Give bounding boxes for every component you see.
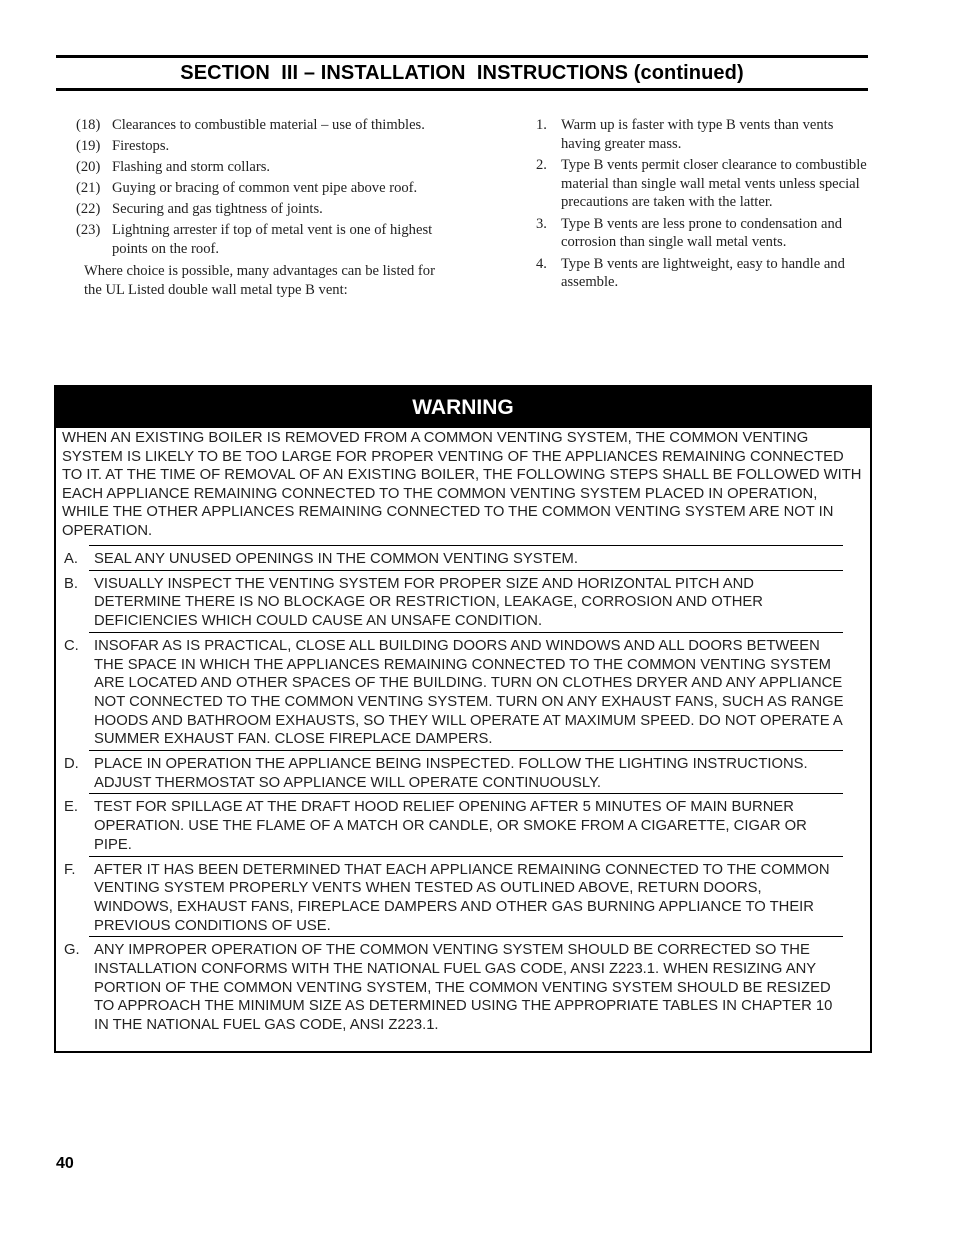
- right-column: [536, 116, 868, 295]
- warning-step: [56, 857, 872, 937]
- list-item-number: 2.: [536, 157, 547, 173]
- step-text: SEAL ANY UNUSED OPENINGS IN THE COMMON VENTING SYSTEM.: [94, 551, 578, 567]
- list-item: [536, 116, 868, 153]
- step-letter: C.: [64, 637, 79, 654]
- list-item: [536, 215, 868, 252]
- list-item-text: Flashing and storm collars.: [112, 159, 271, 175]
- list-item-number: (21): [76, 180, 101, 196]
- warning-intro: WHEN AN EXISTING BOILER IS REMOVED FROM A COMMON VENTING SYSTEM, THE COMMON VENTING SYSTEM IS LIKELY TO BE TOO LARGE FOR PROPER VENTING OF THE APPLIANCES REMAINING CONNECTED TO IT. AT THE TIME OF REMOVAL OF AN EXISTING BOILER, THE FOLLOWING STEPS SHALL BE FOLLOWED WITH EACH APPLIANCE REMAINING CONNECTED TO THE COMMON VENTING SYSTEM PLACED IN OPERATION, WHILE THE OTHER APPLIANCES REMAINING CONNECTED TO THE COMMON VENTING SYSTEM ARE NOT IN OPERATION.: [62, 430, 862, 539]
- warning-step: [56, 794, 872, 855]
- left-column: [76, 116, 436, 300]
- list-item: [536, 255, 868, 292]
- step-text: TEST FOR SPILLAGE AT THE DRAFT HOOD RELIEF OPENING AFTER 5 MINUTES OF MAIN BURNER OPERATION. USE THE FLAME OF A MATCH OR CANDLE, OR SMOKE FROM A CIGARETTE, CIGAR OR PIPE.: [94, 799, 807, 853]
- list-item-number: (22): [76, 201, 101, 217]
- step-text: ANY IMPROPER OPERATION OF THE COMMON VENTING SYSTEM SHOULD BE CORRECTED SO THE INSTALLATION CONFORMS WITH THE NATIONAL FUEL GAS CODE, ANSI Z223.1. WHEN RESIZING ANY PORTION OF THE COMMON VENTING SYSTEM, THE COMMON VENTING SYSTEM SHOULD BE RESIZED TO APPROACH THE MINIMUM SIZE AS DETERMINED USING THE APPROPRIATE TABLES IN CHAPTER 10 IN THE NATIONAL FUEL GAS CODE, ANSI Z223.1.: [94, 942, 833, 1034]
- warning-header: [56, 387, 870, 428]
- step-text: INSOFAR AS IS PRACTICAL, CLOSE ALL BUILDING DOORS AND WINDOWS AND ALL DOORS BETWEEN THE SPACE IN WHICH THE APPLIANCES REMAINING CONNECTED TO THE COMMON VENTING SYSTEM ARE LOCATED AND OTHER SPACES OF THE BUILDING. TURN ON CLOTHES DRYER AND ANY APPLIANCE NOT CONNECTED TO THE COMMON VENTING SYSTEM. TURN ON ANY EXHAUST FANS, SUCH AS RANGE HOODS AND BATHROOM EXHAUSTS, SO THEY WILL OPERATE AT MAXIMUM SPEED. DO NOT OPERATE A SUMMER EXHAUST FAN. CLOSE FIREPLACE DAMPERS.: [94, 637, 844, 748]
- list-item: [76, 158, 436, 177]
- step-letter: F.: [64, 861, 76, 878]
- warning-box: [54, 385, 872, 1053]
- list-item: [76, 221, 436, 258]
- step-text: PLACE IN OPERATION THE APPLIANCE BEING INSPECTED. FOLLOW THE LIGHTING INSTRUCTIONS. ADJUST THERMOSTAT SO APPLIANCE WILL OPERATE CONTINUOUSLY.: [94, 756, 808, 791]
- warning-step: [56, 571, 872, 632]
- list-item-number: (19): [76, 138, 101, 154]
- list-item: [76, 137, 436, 156]
- warning-step: [56, 633, 872, 750]
- warning-title: WARNING: [412, 395, 514, 419]
- step-letter: E.: [64, 799, 78, 816]
- step-letter: B.: [64, 575, 78, 592]
- list-item-text: Type B vents permit closer clearance to combustible material than single wall metal vents unless special precautions are taken with the latter.: [561, 157, 867, 211]
- step-letter: G.: [64, 942, 80, 959]
- list-item-text: Securing and gas tightness of joints.: [112, 201, 323, 217]
- list-item-number: 1.: [536, 117, 547, 133]
- list-item-text: Guying or bracing of common vent pipe above roof.: [112, 180, 418, 196]
- warning-steps: [56, 545, 872, 1036]
- list-item: [76, 200, 436, 219]
- section-title: SECTION III – INSTALLATION INSTRUCTIONS (continued): [180, 61, 744, 84]
- warning-step: [56, 546, 872, 570]
- intro-paragraph: Where choice is possible, many advantages can be listed for the UL Listed double wall metal type B vent:: [84, 263, 435, 299]
- warning-step: [56, 751, 872, 793]
- step-letter: D.: [64, 756, 79, 773]
- list-item-text: Lightning arrester if top of metal vent is one of highest points on the roof.: [112, 222, 433, 257]
- step-text: VISUALLY INSPECT THE VENTING SYSTEM FOR PROPER SIZE AND HORIZONTAL PITCH AND DETERMINE THERE IS NO BLOCKAGE OR RESTRICTION, LEAKAGE, CORROSION AND OTHER DEFICIENCIES WHICH COULD CAUSE AN UNSAFE CONDITION.: [94, 575, 763, 630]
- list-item-number: (20): [76, 159, 101, 175]
- list-item-text: Firestops.: [112, 138, 170, 154]
- list-item-text: Type B vents are less prone to condensation and corrosion than single wall metal vents.: [561, 215, 843, 251]
- step-text: AFTER IT HAS BEEN DETERMINED THAT EACH APPLIANCE REMAINING CONNECTED TO THE COMMON VENTING SYSTEM PROPERLY VENTS WHEN TESTED AS OUTLINED ABOVE, RETURN DOORS, WINDOWS, EXHAUST FANS, FIREPLACE DAMPERS AND OTHER GAS BURNING APPLIANCE TO THEIR PREVIOUS CONDITIONS OF USE.: [94, 861, 830, 934]
- step-letter: A.: [64, 551, 78, 567]
- list-item-text: Warm up is faster with type B vents than vents having greater mass.: [561, 117, 834, 152]
- warning-step: [56, 937, 872, 1036]
- section-header: [56, 55, 868, 91]
- page-number: 40: [56, 1155, 74, 1172]
- list-item-number: (23): [76, 222, 101, 238]
- list-item-number: 4.: [536, 255, 547, 272]
- list-item-text: Clearances to combustible material – use of thimbles.: [112, 117, 425, 133]
- list-item-number: (18): [76, 117, 101, 133]
- list-item-text: Type B vents are lightweight, easy to handle and assemble.: [561, 255, 845, 291]
- list-item-number: 3.: [536, 215, 547, 232]
- list-item: [76, 116, 436, 135]
- list-item: [76, 179, 436, 198]
- list-item: [536, 156, 868, 212]
